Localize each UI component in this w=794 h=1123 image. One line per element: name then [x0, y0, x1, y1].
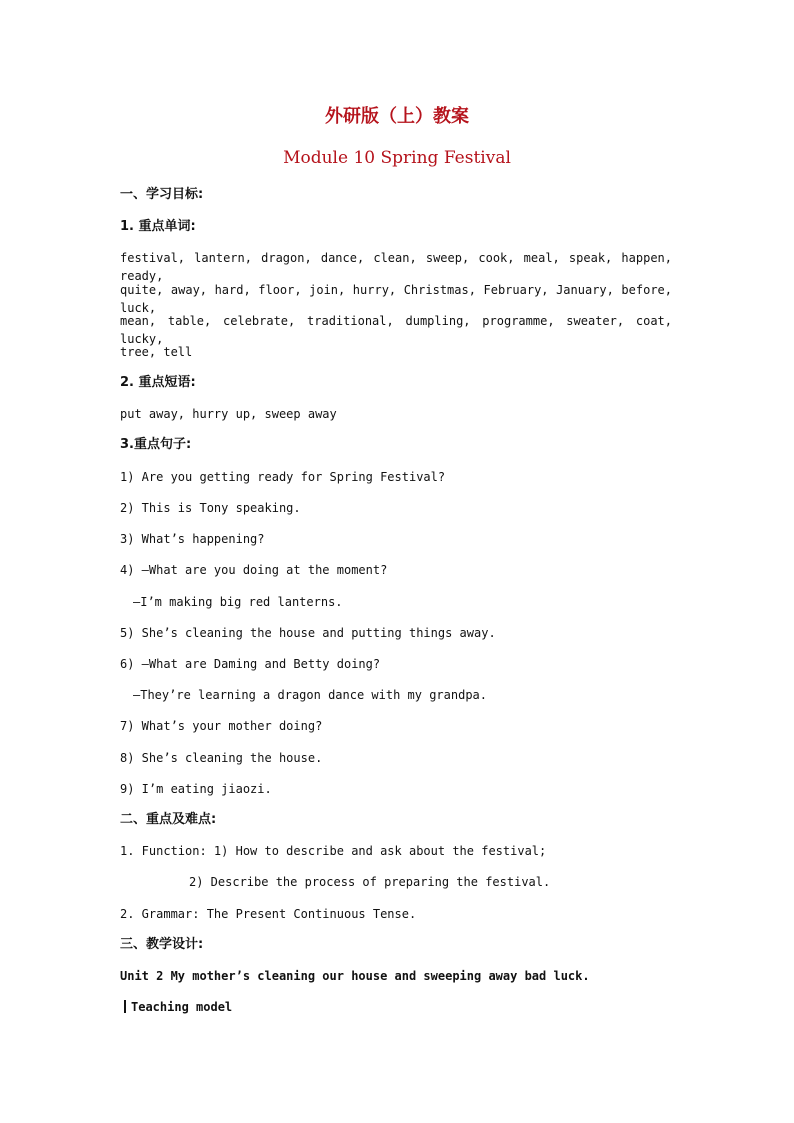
sentence-9: 9) I’m eating jiaozi.	[120, 782, 272, 796]
sentence-7: 7) What’s your mother doing?	[120, 719, 323, 733]
design-heading: 三、教学设计:	[120, 937, 204, 952]
teaching-model-line	[124, 998, 232, 1016]
sentence-4-answer: —I’m making big red lanterns.	[133, 595, 343, 609]
key-sentences-heading: 3.重点句子:	[120, 437, 192, 452]
section-bar-marker	[124, 1000, 126, 1013]
sentence-1: 1) Are you getting ready for Spring Festival?	[120, 470, 446, 484]
function-line-1: 1. Function: 1) How to describe and ask about the festival;	[120, 844, 547, 858]
teaching-model-label: Teaching model	[131, 1000, 233, 1014]
difficulties-heading: 二、重点及难点:	[120, 812, 217, 827]
objectives-heading: 一、学习目标:	[120, 187, 204, 202]
key-phrases: put away, hurry up, sweep away	[120, 407, 337, 421]
key-words-heading: 1. 重点单词:	[120, 219, 196, 234]
document-title-english: Module 10 Spring Festival	[283, 148, 511, 168]
sentence-3: 3) What’s happening?	[120, 532, 265, 546]
document-title-chinese: 外研版（上）教案	[325, 106, 469, 127]
key-words-line-2: quite, away, hard, floor, join, hurry, Christmas, February, January, before, luck,	[120, 283, 672, 315]
sentence-6-question: 6) —What are Daming and Betty doing?	[120, 657, 381, 671]
function-line-2: 2) Describe the process of preparing the festival.	[189, 875, 551, 889]
key-phrases-heading: 2. 重点短语:	[120, 375, 196, 390]
unit-title: Unit 2 My mother’s cleaning our house and sweeping away bad luck.	[120, 969, 590, 983]
key-words-line-4: tree, tell	[120, 345, 193, 359]
sentence-4-question: 4) —What are you doing at the moment?	[120, 563, 388, 577]
sentence-5: 5) She’s cleaning the house and putting things away.	[120, 626, 496, 640]
sentence-8: 8) She’s cleaning the house.	[120, 751, 323, 765]
key-words-line-1: festival, lantern, dragon, dance, clean, sweep, cook, meal, speak, happen, ready,	[120, 251, 672, 283]
sentence-6-answer: —They’re learning a dragon dance with my grandpa.	[133, 688, 488, 702]
sentence-2: 2) This is Tony speaking.	[120, 501, 301, 515]
key-words-line-3: mean, table, celebrate, traditional, dumpling, programme, sweater, coat, lucky,	[120, 314, 672, 346]
grammar-line: 2. Grammar: The Present Continuous Tense.	[120, 907, 417, 921]
